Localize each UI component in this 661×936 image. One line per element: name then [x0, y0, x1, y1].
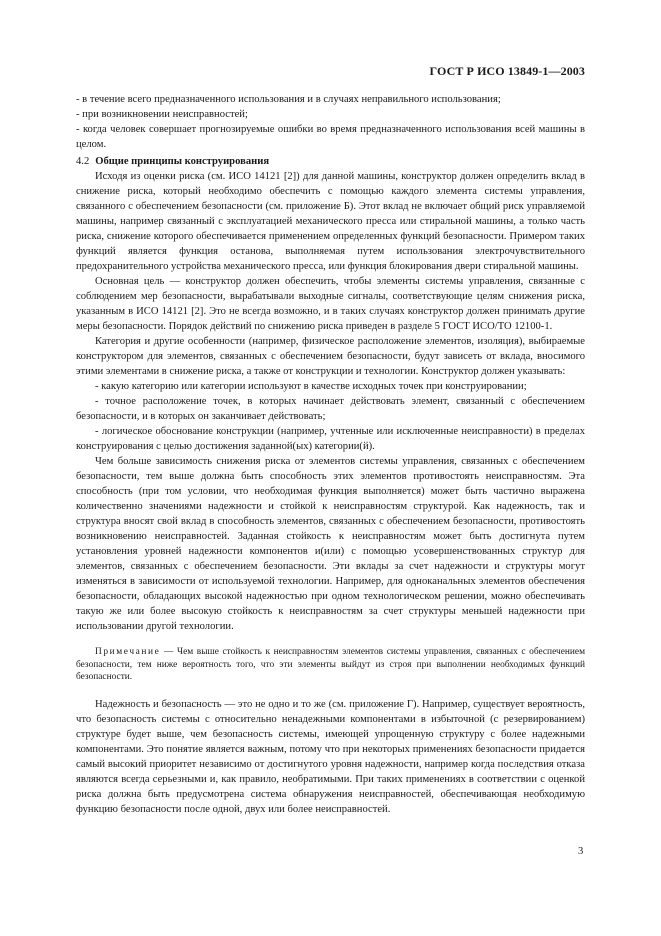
- body-paragraph: Основная цель — конструктор должен обеспечить, чтобы элементы системы управления, связанные с соблюдением мер безопасности, вырабатывали выходные сигналы, соответствующие целям снижения риска, указанным в ИСО 14121 [2]. Это не всегда возможно, и в таких случаях конструктор должен принимать другие меры безопасности. Порядок действий по снижению риска приведен в разделе 5 ГОСТ ИСО/ТО 12100-1.: [76, 276, 585, 332]
- list-item: - когда человек совершает прогнозируемые ошибки во время предназначенного использования всей машины в целом.: [76, 124, 585, 150]
- list-item: - точное расположение точек, в которых начинает действовать элемент, связанный с обеспечением безопасности, и в которых он заканчивает действовать;: [76, 396, 585, 422]
- document-header: ГОСТ Р ИСО 13849-1—2003: [429, 64, 585, 78]
- list-item: - логическое обоснование конструкции (например, учтенные или исключенные неисправности) в пределах конструирования с целью достижения заданной(ых) категории(й).: [76, 426, 585, 452]
- list-item: - какую категорию или категории используют в качестве исходных точек при конструировании;: [95, 381, 527, 392]
- body-paragraph: Надежность и безопасность — это не одно и то же (см. приложение Г). Например, существует вероятность, что безопасность системы с относительно ненадежными компонентами в избыточной (с резервированием) структуре будет выше, чем безопасность системы, имеющей упрощенную структуру с более надежными компонентами. Это понятие является важным, потому что при некоторых применениях безопасности придается самый высокий приоритет независимо от достигнутого уровня надежности, например когда последствия отказа являются всегда серьезными и, как правило, необратимыми. При таких применениях в соответствии с оценкой риска должна быть предусмотрена система обнаружения неисправностей, обеспечивающая необходимую функцию безопасности после одной, двух или более неисправностей.: [76, 698, 585, 815]
- list-item: - при возникновении неисправностей;: [76, 109, 248, 120]
- body-paragraph: Исходя из оценки риска (см. ИСО 14121 [2]) для данной машины, конструктор должен определить вклад в снижение риска, который необходимо обеспечить с помощью каждого элемента системы управления, связанного с обеспечением безопасности (см. приложение Б). Этот вклад не включает общий риск управляемой машины, например связанный с эксплуатацией механического пресса или стиральной машины, а только часть риска, снижение которого обеспечивается применением определенных функций безопасности. Примером таких функций является функция останова, выполняемая путем использования электрочувствительного предохранительного устройства механического пресса, или функция блокирования двери стиральной машины.: [76, 171, 585, 272]
- note-label: Примечание: [95, 647, 161, 657]
- document-body: [76, 92, 585, 817]
- body-paragraph: Категория и другие особенности (например, физическое расположение элементов, изоляция), выбираемые конструктором для элементов, связанных с обеспечением безопасности, будут зависеть от вклада, вносимого этими элементами в снижение риска, а также от конструкции и технологии. Конструктор должен указывать:: [76, 336, 585, 377]
- note: [76, 646, 585, 684]
- section-heading: [76, 154, 585, 169]
- section-title: Общие принципы конструирования: [95, 156, 270, 167]
- note-text: — Чем выше стойкость к неисправностям элементов системы управления, связанных с обеспечением безопасности, тем ниже вероятность того, что эти элементы выйдут из строя при выполнении необходимых функций безопасности.: [76, 647, 586, 682]
- body-paragraph: Чем больше зависимость снижения риска от элементов системы управления, связанных с обеспечением безопасности, тем выше должна быть способность этих элементов противостоять неисправностям. Эта способность (при том условии, что необходимая функция выполняется) может быть частично выражена количественно значениями надежности и стойкой к неисправностям структурой. Как надежность, так и структура вносят свой вклад в способность элементов, связанных с обеспечением безопасности, противостоять возникновению неисправностей. Заданная стойкость к неисправностям может быть достигнута путем установления уровней надежности компонентов и(или) с помощью усовершенствованных структур для элементов, связанных с обеспечением безопасности. Эти вклады за счет надежности и структуры могут изменяться в зависимости от используемой технологии. Например, для одноканальных элементов обеспечения безопасности, обладающих высокой надежностью при одном технологическом решении, можно обеспечивать такую же или более высокую стойкость к неисправностям за счет структуры меньшей надежности при использовании другой технологии.: [76, 456, 585, 632]
- list-item: - в течение всего предназначенного использования и в случаях неправильного использования;: [76, 94, 501, 105]
- page-number: 3: [578, 846, 584, 857]
- section-number: 4.2: [76, 156, 90, 167]
